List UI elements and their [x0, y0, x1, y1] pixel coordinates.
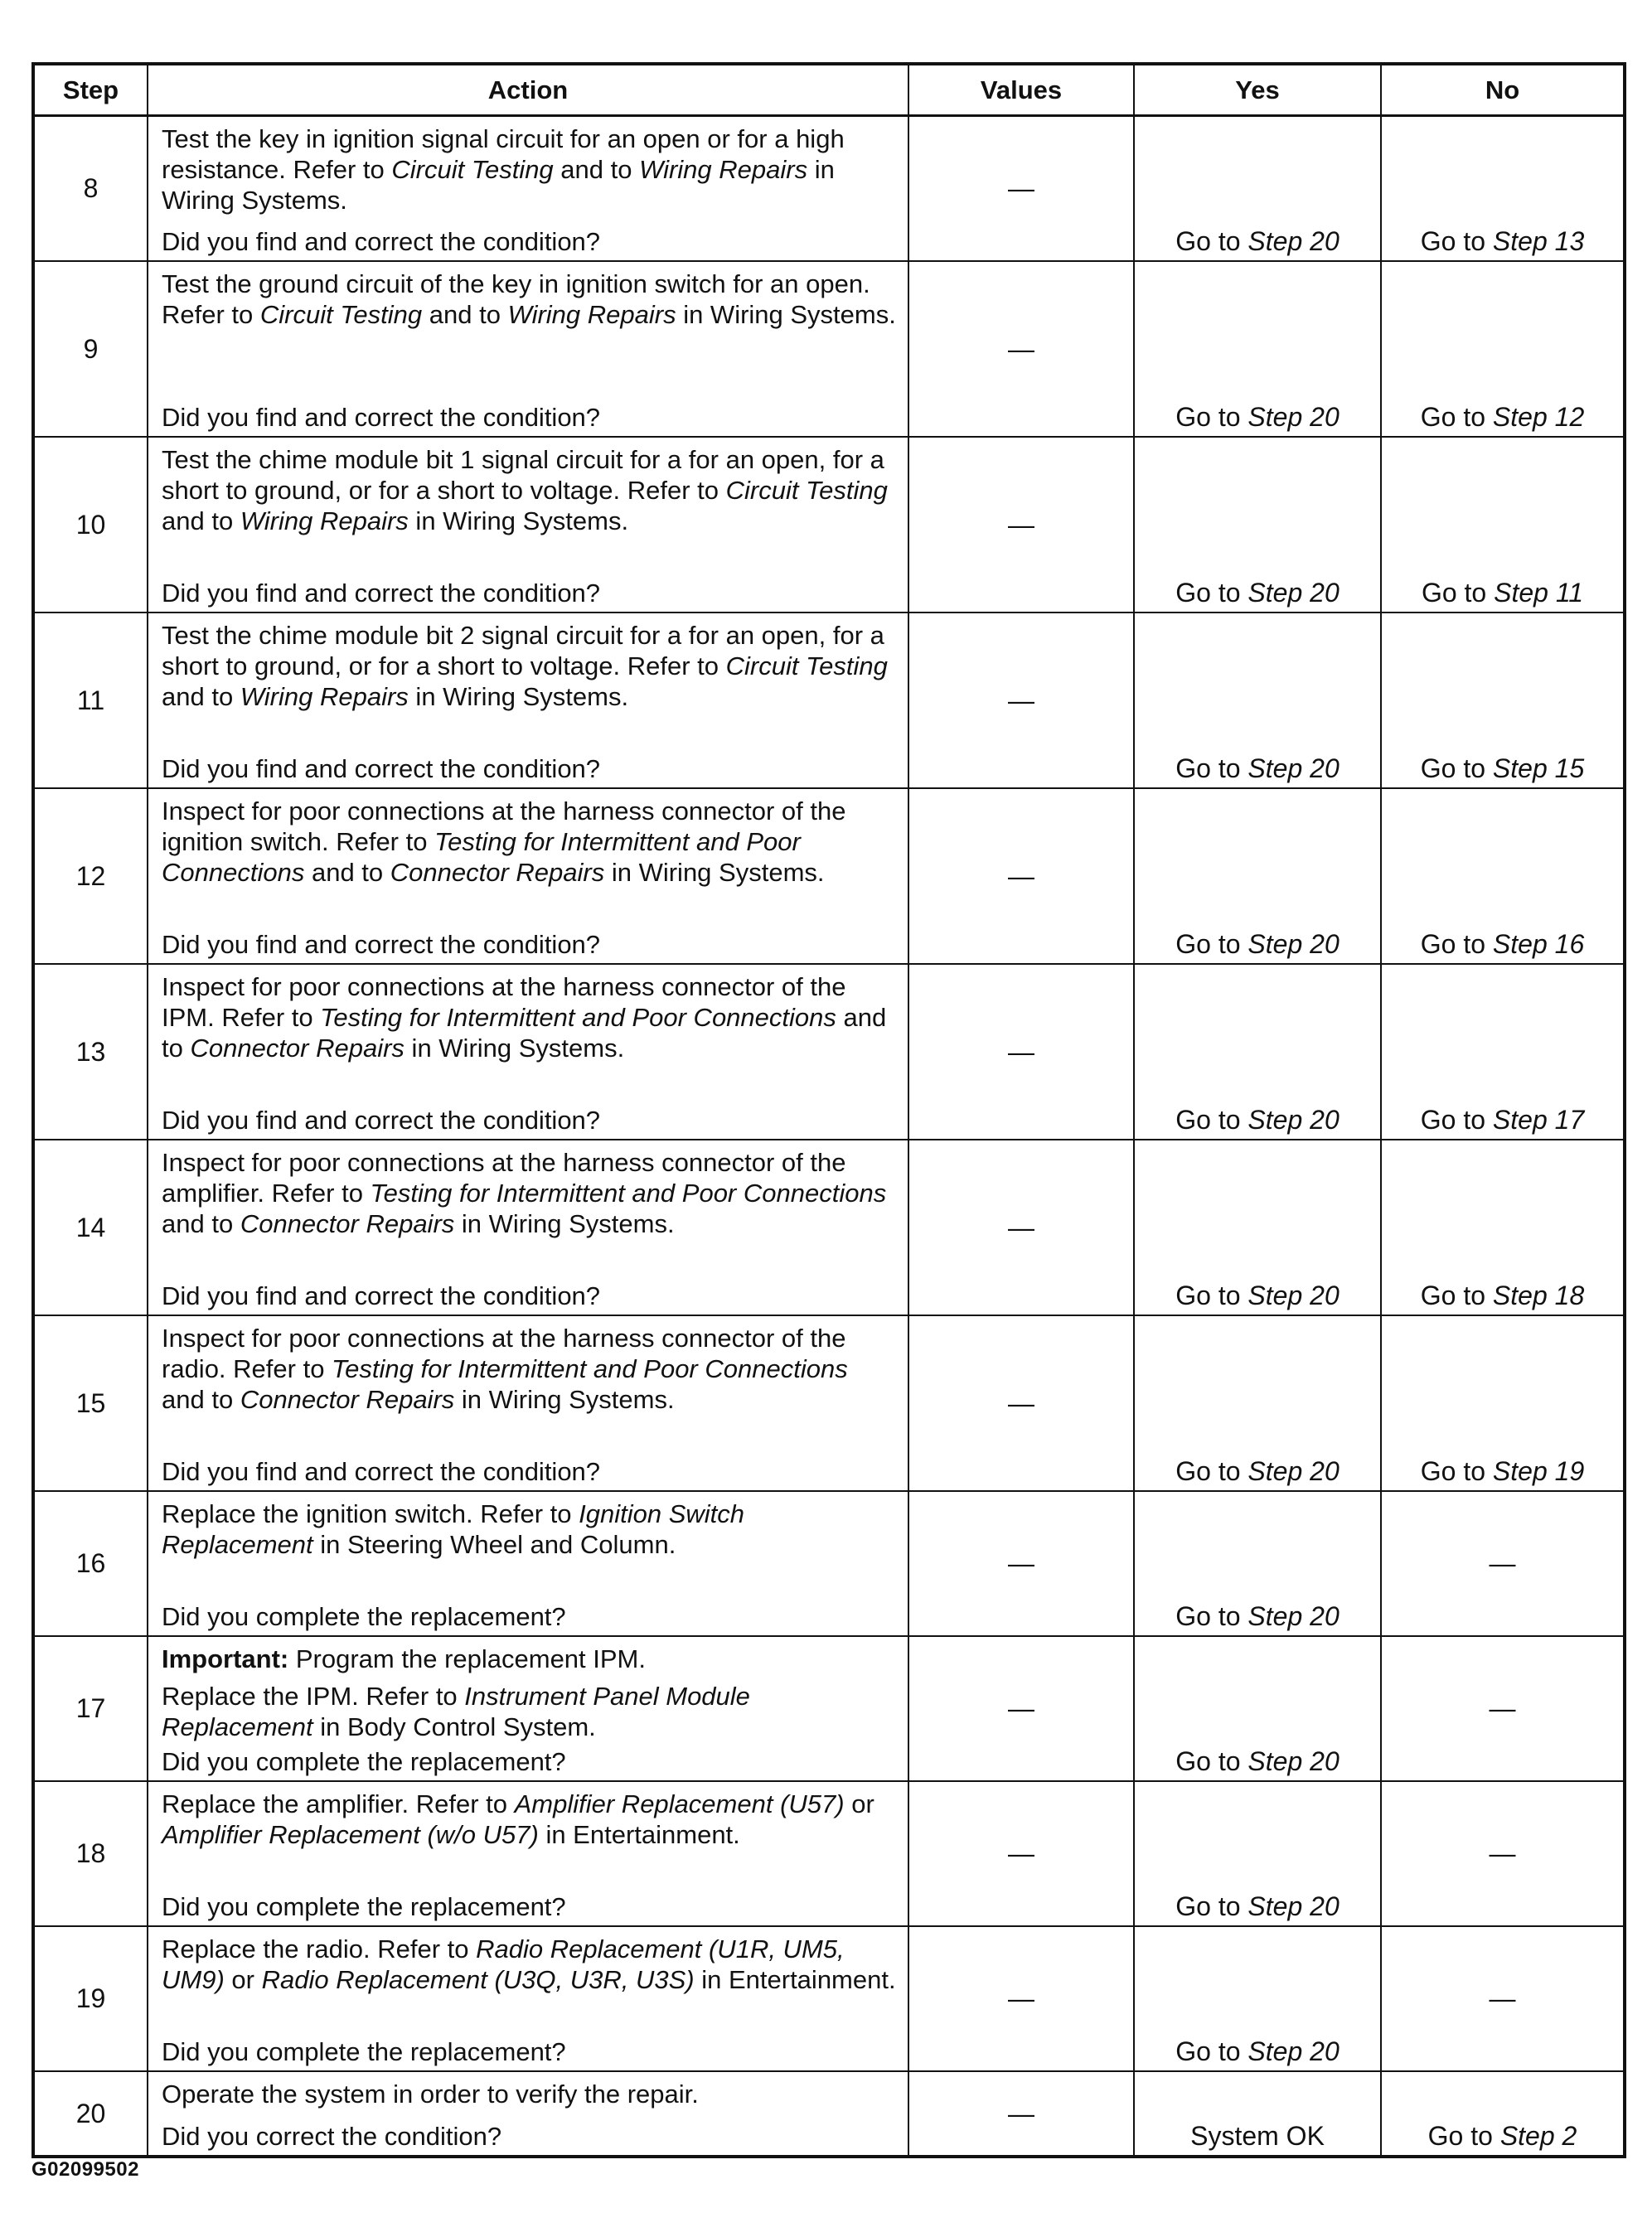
values-cell: —: [908, 964, 1134, 1140]
text-segment: Inspect for poor connections at the harness connector of the radio. Refer to: [162, 1324, 846, 1383]
reference-link-text: Circuit Testing: [725, 651, 888, 680]
yes-cell: [1134, 1140, 1381, 1315]
reference-link-text: Step 20: [1247, 2036, 1340, 2066]
step-number: 19: [33, 1926, 148, 2071]
values-cell: —: [908, 437, 1134, 613]
reference-link-text: Wiring Repairs: [240, 682, 409, 711]
action-instructions: [148, 613, 908, 712]
table-row: [33, 116, 1625, 262]
yes-cell: [1134, 788, 1381, 964]
no-cell: [1381, 1315, 1625, 1491]
no-cell: [1381, 1140, 1625, 1315]
text-segment: in Wiring Systems.: [454, 1209, 675, 1238]
action-instructions: [148, 438, 908, 536]
text-segment: Go to: [1175, 578, 1248, 608]
reference-link-text: Step 13: [1492, 226, 1585, 256]
text-segment: Test the chime module bit 2 signal circuit for a for an open, for a short to ground, or for a short to voltage. Refer to: [162, 621, 884, 680]
header-no: No: [1381, 64, 1625, 116]
action-question: Did you complete the replacement?: [162, 2037, 566, 2066]
text-segment: Go to: [1175, 402, 1248, 432]
text-segment: in Wiring Systems.: [604, 858, 825, 887]
action-instructions: [148, 789, 908, 888]
reference-link-text: Step 15: [1492, 753, 1585, 783]
step-number: 20: [33, 2071, 148, 2157]
values-cell: —: [908, 1315, 1134, 1491]
text-segment: in Wiring Systems.: [404, 1034, 625, 1063]
values-cell: —: [908, 1926, 1134, 2071]
text-segment: in Wiring Systems.: [162, 155, 835, 215]
table-row: [33, 1491, 1625, 1636]
reference-link-text: Amplifier Replacement (w/o U57): [162, 1820, 539, 1849]
yes-cell: [1134, 1315, 1381, 1491]
yes-outcome: [1135, 929, 1380, 960]
yes-outcome: [1135, 1281, 1380, 1311]
no-cell: [1381, 613, 1625, 788]
table-row: [33, 1315, 1625, 1491]
instruction-paragraph: [162, 2079, 896, 2109]
action-content: [148, 1492, 908, 1635]
table-row: [33, 964, 1625, 1140]
action-cell: [148, 437, 908, 613]
action-instructions: [148, 117, 908, 215]
text-segment: Go to: [1420, 226, 1493, 256]
step-number: 14: [33, 1140, 148, 1315]
action-question: Did you find and correct the condition?: [162, 754, 601, 783]
text-segment: Go to: [1420, 1281, 1493, 1310]
text-segment: System OK: [1190, 2121, 1325, 2151]
yes-cell: [1134, 437, 1381, 613]
action-instructions: [148, 965, 908, 1063]
no-cell: [1381, 437, 1625, 613]
table-row: [33, 613, 1625, 788]
action-content: [148, 1140, 908, 1315]
no-cell: [1381, 788, 1625, 964]
action-cell: [148, 1491, 908, 1636]
text-segment: and to: [422, 300, 508, 329]
action-instructions: [148, 1927, 908, 1995]
step-number: 16: [33, 1491, 148, 1636]
step-number: 8: [33, 116, 148, 262]
yes-outcome: [1135, 1891, 1380, 1922]
no-outcome: [1382, 1492, 1623, 1635]
action-cell: [148, 116, 908, 262]
table-header-row: [33, 64, 1625, 116]
action-cell: [148, 2071, 908, 2157]
action-instructions: [148, 2072, 908, 2109]
reference-link-text: Step 20: [1247, 1891, 1340, 1921]
reference-link-text: Radio Replacement (U1R, UM5, UM9): [162, 1934, 845, 1994]
text-segment: or: [224, 1965, 262, 1994]
bold-text: Important:: [162, 1644, 289, 1673]
yes-outcome: [1135, 578, 1380, 608]
action-question: Did you find and correct the condition?: [162, 1106, 601, 1135]
action-question: Did you find and correct the condition?: [162, 930, 601, 959]
no-outcome: [1382, 929, 1623, 960]
action-instructions: [148, 1637, 908, 1742]
values-cell: —: [908, 1491, 1134, 1636]
table-row: [33, 1636, 1625, 1781]
values-cell: —: [908, 1781, 1134, 1926]
reference-link-text: Circuit Testing: [259, 300, 423, 329]
action-content: [148, 117, 908, 260]
reference-link-text: Testing for Intermittent and Poor Connections: [370, 1179, 887, 1208]
step-number: 10: [33, 437, 148, 613]
yes-cell: [1134, 1926, 1381, 2071]
text-segment: in Body Control System.: [312, 1712, 596, 1741]
step-number: 18: [33, 1781, 148, 1926]
text-segment: in Steering Wheel and Column.: [312, 1530, 676, 1559]
no-outcome: [1382, 1281, 1623, 1311]
instruction-paragraph: [162, 796, 896, 888]
no-cell: [1381, 1926, 1625, 2071]
text-segment: Go to: [1175, 1456, 1248, 1486]
reference-link-text: Step 20: [1247, 1601, 1340, 1631]
reference-link-text: Step 18: [1492, 1281, 1585, 1310]
action-instructions: [148, 262, 908, 330]
text-segment: Go to: [1427, 2121, 1500, 2151]
text-segment: Go to: [1420, 1456, 1493, 1486]
reference-link-text: Circuit Testing: [725, 476, 888, 505]
table-body: [33, 116, 1625, 2157]
no-cell: [1381, 1636, 1625, 1781]
values-cell: —: [908, 788, 1134, 964]
reference-link-text: Testing for Intermittent and Poor Connections: [162, 827, 801, 887]
yes-outcome: [1135, 402, 1380, 433]
no-cell: [1381, 261, 1625, 437]
yes-cell: [1134, 613, 1381, 788]
table-row: [33, 1140, 1625, 1315]
action-content: [148, 613, 908, 787]
instruction-paragraph: [162, 1644, 896, 1674]
text-segment: Replace the amplifier. Refer to: [162, 1789, 515, 1818]
reference-link-text: Connector Repairs: [240, 1209, 455, 1238]
reference-link-text: Step 20: [1247, 1281, 1340, 1310]
step-number: 9: [33, 261, 148, 437]
action-cell: [148, 1781, 908, 1926]
action-question: Did you find and correct the condition?: [162, 579, 601, 608]
no-outcome: [1382, 1456, 1623, 1487]
step-number: 11: [33, 613, 148, 788]
values-cell: —: [908, 613, 1134, 788]
step-number: 17: [33, 1636, 148, 1781]
yes-cell: [1134, 1781, 1381, 1926]
text-segment: Go to: [1175, 1281, 1248, 1310]
action-instructions: [148, 1316, 908, 1415]
action-question: Did you find and correct the condition?: [162, 227, 601, 256]
diagnostic-table: [31, 62, 1626, 2158]
action-cell: [148, 964, 908, 1140]
instruction-paragraph: [162, 1934, 896, 1995]
table-row: [33, 1781, 1625, 1926]
action-question: Did you find and correct the condition?: [162, 1457, 601, 1486]
text-segment: and to: [162, 1385, 240, 1414]
text-segment: Replace the ignition switch. Refer to: [162, 1499, 579, 1528]
reference-link-text: Step 20: [1247, 1456, 1340, 1486]
values-cell: —: [908, 261, 1134, 437]
action-instructions: [148, 1140, 908, 1239]
action-content: [148, 438, 908, 612]
text-segment: Go to: [1175, 1601, 1248, 1631]
instruction-paragraph: [162, 444, 896, 536]
text-segment: in Wiring Systems.: [408, 682, 629, 711]
reference-link-text: Step 20: [1247, 1746, 1340, 1776]
step-number: 15: [33, 1315, 148, 1491]
action-cell: [148, 1140, 908, 1315]
reference-link-text: Step 20: [1247, 1105, 1340, 1135]
text-segment: Go to: [1175, 1746, 1248, 1776]
reference-link-text: Wiring Repairs: [639, 155, 808, 184]
yes-outcome: [1135, 1105, 1380, 1135]
diagnostic-table-container: [31, 62, 1623, 2158]
action-cell: [148, 613, 908, 788]
yes-cell: [1134, 1636, 1381, 1781]
text-segment: in Wiring Systems.: [454, 1385, 675, 1414]
text-segment: Operate the system in order to verify the repair.: [162, 2080, 699, 2109]
reference-link-text: Ignition Switch Replacement: [162, 1499, 745, 1559]
reference-link-text: Step 12: [1492, 402, 1585, 432]
reference-link-text: Testing for Intermittent and Poor Connections: [320, 1003, 836, 1032]
reference-link-text: Connector Repairs: [390, 858, 605, 887]
table-row: [33, 2071, 1625, 2157]
action-cell: [148, 788, 908, 964]
text-segment: and to: [162, 506, 240, 535]
text-segment: and to: [304, 858, 390, 887]
instruction-paragraph: [162, 1323, 896, 1415]
reference-link-text: Step 19: [1492, 1456, 1585, 1486]
action-question: Did you find and correct the condition?: [162, 1281, 601, 1310]
text-segment: Go to: [1175, 929, 1248, 959]
action-cell: [148, 1315, 908, 1491]
values-cell: —: [908, 2071, 1134, 2157]
text-segment: in Entertainment.: [538, 1820, 740, 1849]
text-segment: Go to: [1175, 1105, 1248, 1135]
yes-cell: [1134, 2071, 1381, 2157]
no-cell: [1381, 1491, 1625, 1636]
reference-link-text: Amplifier Replacement (U57): [514, 1789, 845, 1818]
text-segment: or: [844, 1789, 874, 1818]
table-row: [33, 1926, 1625, 2071]
no-outcome: [1382, 402, 1623, 433]
action-cell: [148, 261, 908, 437]
text-segment: Replace the radio. Refer to: [162, 1934, 477, 1963]
text-segment: Go to: [1421, 578, 1495, 608]
reference-link-text: Step 11: [1494, 578, 1584, 608]
action-content: [148, 1316, 908, 1490]
no-outcome: [1382, 753, 1623, 784]
text-segment: Go to: [1420, 753, 1493, 783]
text-segment: Go to: [1420, 929, 1493, 959]
action-cell: [148, 1636, 908, 1781]
reference-link-text: Wiring Repairs: [240, 506, 409, 535]
table-row: [33, 437, 1625, 613]
action-content: [148, 965, 908, 1139]
reference-link-text: Connector Repairs: [240, 1385, 455, 1414]
no-outcome: [1382, 1782, 1623, 1925]
action-content: [148, 789, 908, 963]
text-segment: and to: [162, 1209, 240, 1238]
no-cell: [1381, 964, 1625, 1140]
yes-cell: [1134, 261, 1381, 437]
reference-link-text: Step 20: [1247, 226, 1340, 256]
figure-code: G02099502: [31, 2158, 139, 2181]
reference-link-text: Connector Repairs: [190, 1034, 405, 1063]
header-values: Values: [908, 64, 1134, 116]
text-segment: Go to: [1175, 1891, 1248, 1921]
text-segment: Replace the IPM. Refer to: [162, 1682, 465, 1711]
step-number: 13: [33, 964, 148, 1140]
no-cell: [1381, 2071, 1625, 2157]
header-action: Action: [148, 64, 908, 116]
yes-outcome: [1135, 1456, 1380, 1487]
instruction-paragraph: [162, 1681, 896, 1742]
action-content: [148, 2072, 908, 2155]
text-segment: Test the key in ignition signal circuit for an open or for a high resistance. Refer to: [162, 124, 845, 184]
text-segment: Go to: [1175, 2036, 1248, 2066]
reference-link-text: Step 20: [1247, 402, 1340, 432]
no-cell: [1381, 116, 1625, 262]
no-outcome: [1382, 1105, 1623, 1135]
yes-outcome: [1135, 1746, 1380, 1777]
action-question: Did you complete the replacement?: [162, 1747, 566, 1776]
text-segment: Program the replacement IPM.: [288, 1644, 646, 1673]
text-segment: Test the ground circuit of the key in ignition switch for an open. Refer to: [162, 269, 870, 329]
action-content: [148, 1782, 908, 1925]
instruction-paragraph: [162, 620, 896, 712]
values-cell: —: [908, 1140, 1134, 1315]
text-segment: in Wiring Systems.: [676, 300, 896, 329]
yes-outcome: [1135, 753, 1380, 784]
no-outcome: [1382, 1927, 1623, 2070]
instruction-paragraph: [162, 1499, 896, 1560]
reference-link-text: Step 17: [1492, 1105, 1585, 1135]
yes-outcome: [1135, 226, 1380, 257]
text-segment: Go to: [1420, 1105, 1493, 1135]
action-content: [148, 1637, 908, 1780]
no-cell: [1381, 1781, 1625, 1926]
action-instructions: [148, 1492, 908, 1560]
instruction-paragraph: [162, 1147, 896, 1239]
text-segment: —: [1489, 1693, 1516, 1723]
values-cell: —: [908, 1636, 1134, 1781]
text-segment: and to: [553, 155, 640, 184]
action-question: Did you correct the condition?: [162, 2122, 502, 2151]
reference-link-text: Step 20: [1247, 753, 1340, 783]
yes-outcome: [1135, 1601, 1380, 1632]
reference-link-text: Step 16: [1492, 929, 1585, 959]
text-segment: Inspect for poor connections at the harness connector of the IPM. Refer to: [162, 972, 846, 1032]
no-outcome: [1382, 578, 1623, 608]
text-segment: and to: [162, 682, 240, 711]
action-cell: [148, 1926, 908, 2071]
action-content: [148, 1927, 908, 2070]
step-number: 12: [33, 788, 148, 964]
yes-outcome: [1135, 2121, 1380, 2152]
instruction-paragraph: [162, 123, 896, 215]
text-segment: —: [1489, 1983, 1516, 2013]
text-segment: Go to: [1175, 753, 1248, 783]
text-segment: —: [1489, 1838, 1516, 1868]
text-segment: and to: [162, 1003, 887, 1063]
yes-cell: [1134, 116, 1381, 262]
text-segment: —: [1489, 1548, 1516, 1578]
reference-link-text: Step 20: [1247, 578, 1340, 608]
reference-link-text: Radio Replacement (U3Q, U3R, U3S): [261, 1965, 695, 1994]
text-segment: Inspect for poor connections at the harness connector of the ignition switch. Refer to: [162, 797, 846, 856]
reference-link-text: Testing for Intermittent and Poor Connections: [332, 1354, 848, 1383]
no-outcome: [1382, 2121, 1623, 2152]
action-question: Did you find and correct the condition?: [162, 403, 601, 432]
reference-link-text: Circuit Testing: [391, 155, 554, 184]
table-row: [33, 261, 1625, 437]
no-outcome: [1382, 226, 1623, 257]
reference-link-text: Step 20: [1247, 929, 1340, 959]
instruction-paragraph: [162, 1789, 896, 1850]
header-step: Step: [33, 64, 148, 116]
text-segment: in Entertainment.: [694, 1965, 896, 1994]
yes-cell: [1134, 1491, 1381, 1636]
text-segment: Go to: [1175, 226, 1248, 256]
table-row: [33, 788, 1625, 964]
text-segment: Inspect for poor connections at the harness connector of the amplifier. Refer to: [162, 1148, 846, 1208]
text-segment: Go to: [1420, 402, 1493, 432]
yes-outcome: [1135, 2036, 1380, 2067]
instruction-paragraph: [162, 269, 896, 330]
reference-link-text: Wiring Repairs: [507, 300, 676, 329]
text-segment: in Wiring Systems.: [408, 506, 629, 535]
instruction-paragraph: [162, 971, 896, 1063]
reference-link-text: Instrument Panel Module Replacement: [162, 1682, 750, 1741]
text-segment: Test the chime module bit 1 signal circuit for a for an open, for a short to ground, or for a short to voltage. Refer to: [162, 445, 884, 505]
header-yes: Yes: [1134, 64, 1381, 116]
yes-cell: [1134, 964, 1381, 1140]
no-outcome: [1382, 1637, 1623, 1780]
reference-link-text: Step 2: [1499, 2121, 1577, 2151]
action-question: Did you complete the replacement?: [162, 1892, 566, 1921]
action-question: Did you complete the replacement?: [162, 1602, 566, 1631]
values-cell: —: [908, 116, 1134, 262]
action-content: [148, 262, 908, 436]
action-instructions: [148, 1782, 908, 1850]
